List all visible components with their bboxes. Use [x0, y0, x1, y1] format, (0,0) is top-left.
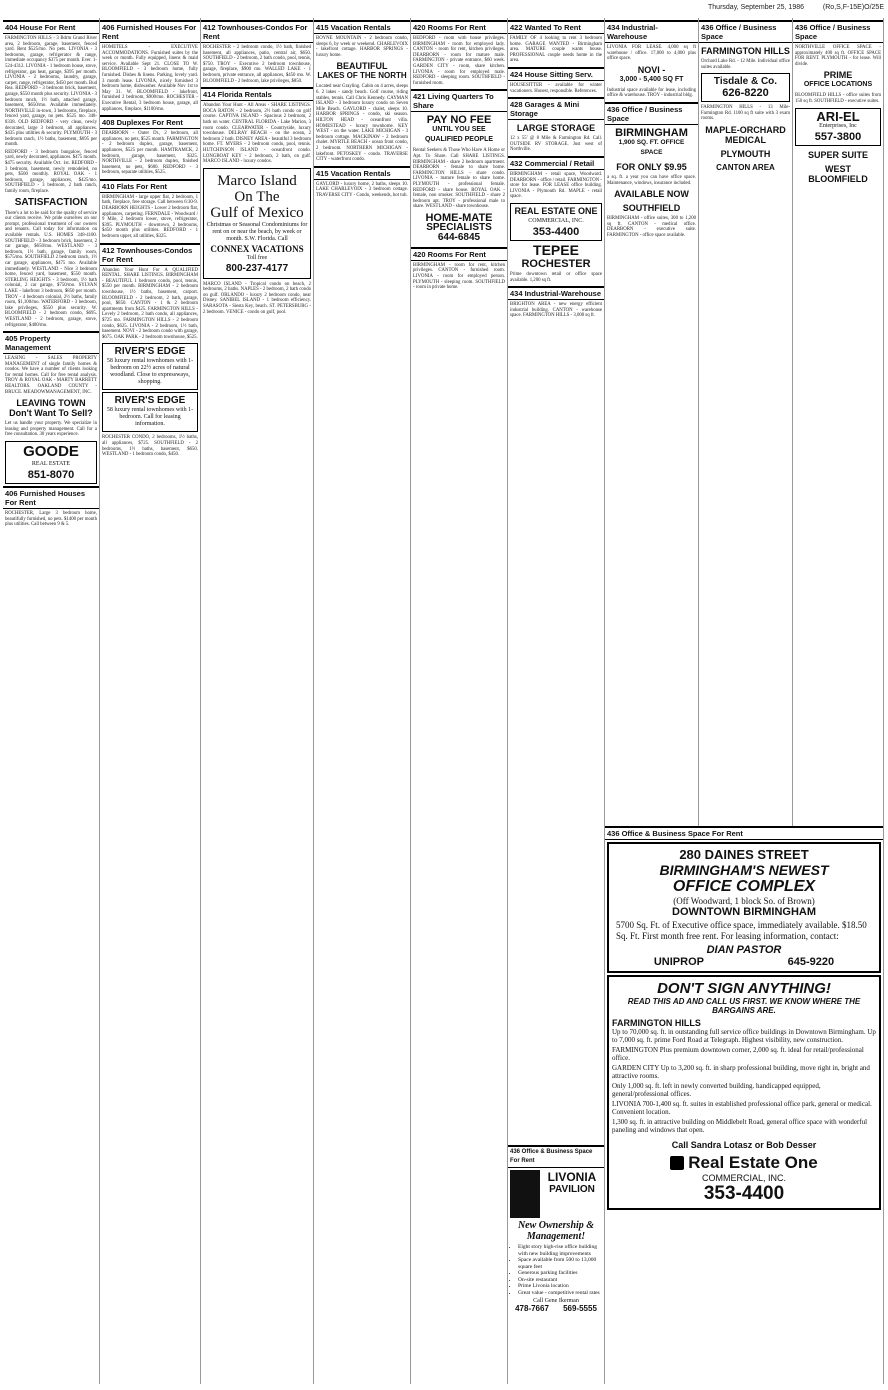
livonia-phone-1: 478-7667: [515, 1304, 549, 1313]
livonia-title-2: PAVILION: [549, 1184, 595, 1195]
prime-title-1: PRIME: [823, 70, 853, 81]
ariel-phone: 557-3800: [814, 130, 862, 143]
rea-title-2: COMMERCIAL, INC.: [528, 217, 584, 224]
column-2: [100, 18, 201, 1384]
section-heading: 412 Townhouses-Condos For Rent: [201, 20, 313, 43]
section-heading: 410 Flats For Rent: [100, 179, 200, 193]
ariel-ad: [795, 108, 881, 146]
dont-sign-call: Call Sandra Lotasz or Bob Desser: [671, 1140, 817, 1150]
dont-sign-garden: GARDEN CITY Up to 3,200 sq. ft. in sharp professional building, move right in, bright and attractive rooms.: [612, 1064, 870, 1080]
ad-listing: Let us handle your property. We specialize in leasing and property management. Call for a free consultation. 30 years experience.: [5, 421, 97, 438]
daines-title: 280 DAINES STREET: [679, 847, 809, 862]
section-heading: 415 Vacation Rentals: [314, 166, 410, 180]
marco-title-1: Marco Island: [217, 172, 297, 189]
farmington-heading: FARMINGTON HILLS: [701, 46, 790, 56]
leaving-town-heading: LEAVING TOWN Don't Want To Sell?: [9, 398, 93, 419]
daines-ad-box: [607, 842, 881, 973]
rea-logo-sub: COMMERCIAL, INC.: [701, 1173, 786, 1183]
dont-sign-livonia: LIVONIA 700-1,400 sq. ft. suites in established professional office park, general or medical. Convenient location.: [612, 1100, 872, 1116]
marco-phone: 800-237-4177: [225, 262, 289, 274]
rea-logo-phone: 353-4400: [703, 1183, 785, 1204]
livonia-phone-2: 569-5555: [563, 1304, 597, 1313]
section-heading: 406 Furnished Houses For Rent: [3, 486, 99, 509]
goode-sub: REAL ESTATE: [31, 461, 71, 468]
ad-listing: MARCO ISLAND - Tropical condo on beach, 2 bedrooms, 2 baths. NAPLES - 2 bedroom, 2 bath condo on gulf. ORLANDO - luxury 2 bedroom condo, near Disney. SANIBEL ISLAND - 1 bedroom efficiency. SARASOTA - Siesta Key, beach. ST. PETERSBURG - 2 bedroom. VENICE - condo on gulf, pool.: [203, 281, 311, 315]
rivers-edge-ad-2: RIVER'S EDGE 58 luxury rental townhomes with 1-bedroom. Call for leasing information.: [102, 392, 198, 432]
bir-title-2: 1,900 SQ. FT. OFFICE SPACE: [618, 138, 685, 156]
marco-title-2: On The: [234, 188, 280, 205]
home-title-2: SPECIALISTS: [426, 221, 492, 233]
section-heading: 436 Office / Business Space: [793, 20, 883, 43]
ad-listing: BIRMINGHAM - large upper flat, 2 bedroom, 1 bath, fireplace, free storage. Call between 6:30-9. DEARBORN HEIGHTS - Lower 2 bedroom flat, appliances, carpeting. FERNDALE - Woodward / 9 Mile, 2 bedroom lower, stove, refrigerator, $395. PLYMOUTH - downtown, 2 bedrooms, $450 month plus utilities. REDFORD - 1 bedroom upper, all utilities, $325.: [102, 194, 198, 240]
section-heading: 420 Rooms For Rent: [411, 20, 507, 34]
birmingham-ad: [605, 126, 698, 160]
southfield-heading: SOUTHFIELD: [622, 203, 681, 214]
tisdale-ad: [701, 73, 790, 102]
section-heading: 424 House Sitting Serv.: [508, 67, 604, 81]
large-storage-heading: LARGE STORAGE: [516, 123, 596, 134]
goode-phone: 851-8070: [27, 469, 75, 482]
ad-listing: There's a lot to be said for the quality of service our clients receive. We pride ourselves on our prompt, professional treatment of our owners and tenants. Call today for information on available rentals. U.S. HOMES 348-4100. SOUTHFIELD - 3 bedroom brick, basement, 2 car garage, $650/mo. WESTLAND - 3 bedroom, 1½ bath, garage, family room, $575/mo. SOUTHFIELD 2 bedroom ranch, 1½ car garage, appliances, $475 mo. Available immediately. WESTLAND - Nice 3 bedroom home, fenced yard, basement, $550 month. STERLING HEIGHTS - 3 bedroom, 1½ bath colonial, 2 car garage, $750/mo. SYLVAN LAKE - lakefront 3 bedroom, $850 per month. TROY - 4 bedroom colonial, 2½ baths, family room, $1,100/mo. WATERFORD - 3 bedroom, lake privileges, $550 plus security. W. BLOOMFIELD - 2 bedroom condo, $695. WESTLAND - 2 bedroom, garage, stove, refrigerator, $400/mo.: [5, 210, 97, 328]
maple-title-1: MAPLE-ORCHARD: [705, 124, 786, 135]
daines-body: 5700 Sq. Ft. of Executive office space, immediately available. $18.50 Sq. Ft. First month free rent. For leasing information, contact:: [616, 920, 867, 941]
livonia-bullet: • Eight story high-rise office building with new building improvements: [518, 1244, 604, 1257]
daines-phone: 645-9220: [787, 956, 835, 968]
section-heading: 412 Townhouses-Condos For Rent: [100, 243, 200, 266]
marco-title-3: Gulf of Mexico: [210, 204, 304, 221]
goode-ad: [5, 441, 97, 484]
ad-listing: 12 x 55' @ 8 Mile & Farmington Rd. Call. OUTSIDE RV STORAGE. Just west of Northville.: [510, 136, 602, 153]
birmingham-office-ad: [605, 826, 883, 1386]
dont-sign-ad: [607, 975, 881, 1210]
rivers-edge-ad: RIVER'S EDGE 58 luxury rental townhomes with 1-bedroom on 22½ acres of natural woodland. Close to expressways, shopping.: [102, 343, 198, 390]
bir-title-1: BIRMINGHAM: [615, 126, 688, 139]
home-mate-ad: [411, 211, 507, 245]
avail-heading: AVAILABLE NOW: [614, 189, 689, 200]
rea-logo: [612, 1153, 876, 1173]
daines-sub1: BIRMINGHAM'S NEWEST: [659, 862, 829, 878]
ad-listing: Abandon Your Hunt - All Areas - SHARE LISTINGS. BOCA RATON - 2 bedroom, 2½ bath condo on golf course. CAPTIVA ISLAND - Spacious 2 bedroom, 2 bath on water. CENTRAL FLORIDA - Lake Marion, 3 room condo. CLEARWATER - Countryside, luxury townhouse. DELRAY BEACH - on the ocean, 2 bedroom 2 bath. DISNEY AREA - beautiful 3 bedroom home. FT. MYERS - 2 bedroom condo, pool, tennis. HUTCHINSON ISLAND - oceanfront condo. LONGBOAT KEY - 2 bedroom, 2 bath, on gulf. MARCO ISLAND - luxury condos.: [203, 103, 311, 165]
ad-listing: BOYNE MOUNTAIN - 2 bedroom condo, sleeps 6, by week or weekend. CHARLEVOIX - lakefront cottage. HARBOR SPRINGS - luxury home.: [316, 36, 408, 58]
only-ad: FOR ONLY $9.95: [616, 161, 687, 172]
column-4: [314, 18, 411, 1384]
livonia-bullets: [518, 1244, 604, 1296]
ad-listing: Orchard Lake Rd. - 12 Mile. Individual office suites available.: [701, 59, 790, 70]
rea-logo-text: Real Estate One: [688, 1153, 818, 1172]
livonia-call: Call Gene Ikerman: [533, 1298, 579, 1304]
section-heading: 436 Office / Business Space: [699, 20, 792, 43]
ad-listing: HOMETELS - EXECUTIVE ACCOMMODATIONS. Furnished suites by the week or month. Fully equipped, linens & maid service. Available Sept 21. CLOSE TO W. BLOOMFIELD - 3 bedroom home, fully furnished. Dishes & linens. Parking, lovely yard. 3 month lease. LIVONIA, nicely furnished 3 bedroom home, dishwasher. Available Nov 1st to May 31. W. BLOOMFIELD - lakefront, furnished 2 bedroom, $900/mo. ROCHESTER - Executive Rental, 3 bedroom house, garage, all appliances, fireplace, $1100/mo.: [102, 45, 198, 112]
ad-listing: BEDFORD - room with house privileges. BIRMINGHAM - room for employed lady. CANTON - room for rent, kitchen privileges. DEARBORN - room for mature male. FARMINGTON - private entrance, $60 week. GARDEN CITY - room, share kitchen. LIVONIA - room for employed male. REDFORD - sleeping room. SOUTHFIELD - furnished room.: [413, 36, 505, 86]
ad-listing: a sq. ft. a year you can have office space. Maintenance, windows, insurance included.: [607, 174, 696, 186]
ad-listing: LIVONIA FOR LEASE. 4,000 sq ft warehouse / office. 17,000 to 4,000 plus office space.: [607, 45, 696, 62]
prime-title-2: OFFICE LOCATIONS: [803, 81, 873, 89]
section-heading: 421 Living Quarters To Share: [411, 89, 507, 112]
dont-sign-sub: READ THIS AD AND CALL US FIRST. WE KNOW WHERE THE BARGAINS ARE.: [627, 997, 861, 1015]
home-phone: 644-6845: [437, 231, 481, 243]
livonia-bullet: • On-site restaurant: [518, 1277, 604, 1284]
page-header: [4, 4, 884, 16]
lakes-title-1: BEAUTIFUL: [336, 61, 388, 72]
building-photo-icon: [510, 1170, 540, 1218]
tepee-heading: TEPEE: [533, 241, 579, 258]
section-heading: 432 Commercial / Retail: [508, 156, 604, 170]
novi-ad: [605, 63, 698, 87]
livonia-new: New Ownership & Management!: [517, 1220, 595, 1242]
column-3: [201, 18, 314, 1384]
canton-heading: CANTON AREA: [716, 162, 775, 172]
livonia-banner: 436 Office & Business Space For Rent: [508, 1147, 604, 1168]
rea-title-1: REAL ESTATE ONE: [514, 205, 598, 216]
ad-listing: REDFORD - 3 bedroom bungalow, fenced yard, newly decorated, appliances. $475 month. $475 security. Available Oct. 1st. REDFORD - 3 bedroom, basement, newly remodeled, no pets, $500 monthly. ROYAL OAK - 1 bedroom, garage, appliances, $425/mo. SOUTHFIELD - 3 bedroom, 2 bath ranch, family room, fireplace.: [5, 149, 97, 195]
ad-listing: BLOOMFIELD HILLS - office suites from 150 sq ft. SOUTHFIELD - executive suites.: [795, 93, 881, 104]
ad-listing: Rental Seekers & Those Who Have A Home or Apt. To Share. Call SHARE LISTINGS. BIRMINGHAM - share 2 bedroom apartment. DEARBORN - female to share home. FARMINGTON HILLS - share condo. LIVONIA - mature female to share home. PLYMOUTH - professional female. REDFORD - share house. ROYAL OAK - female, non smoker. SOUTHFIELD - share 2 bedroom apt. TROY - professional male to share. WESTLAND - share townhouse.: [413, 148, 505, 210]
ariel-title-2: Enterprises, Inc: [819, 122, 857, 129]
dont-sign-only: Only 1,000 sq. ft. left in newly converted building. handicapped equipped, general/professional offices.: [612, 1082, 821, 1098]
dont-sign-title: DON'T SIGN ANYTHING!: [657, 980, 831, 997]
ad-listing: FAMILY OF 4 looking to rent 3 bedroom home. GARAGE WANTED - Birmingham area. MATURE couple wants house. PROFESSIONAL couple needs home in the area.: [510, 36, 602, 64]
marco-name: CONNEX VACATIONS: [210, 243, 304, 254]
ariel-title-1: ARI-EL: [816, 108, 860, 124]
section-heading: 405 Property Management: [3, 331, 99, 354]
ad-listing: BIRMINGHAM - office suites, 300 to 1,200 sq ft. CANTON - medical office. DEARBORN - executive suite. FARMINGTON - office space available.: [607, 216, 696, 238]
satisfaction-heading: SATISFACTION: [14, 196, 88, 208]
livonia-bullet: • Prime Livonia location: [518, 1283, 604, 1290]
column-1: [3, 18, 100, 1384]
daines-company: UNIPROP: [653, 956, 704, 968]
dont-sign-farm: FARMINGTON HILLS: [612, 1018, 701, 1028]
rea-logo-icon: [670, 1156, 684, 1170]
plymouth-heading: PLYMOUTH: [720, 148, 771, 159]
prime-ad: [793, 68, 883, 92]
ad-listing: LEASING - SALES PROPERTY MANAGEMENT of single family homes & condos. We have a number of clients looking for rental homes. Call for free rental analysis. TROY & ROYAL OAK - MARTY BARRETT REALTORS. OAKLAND COUNTY - BRUCE. MEADOWMANAGEMENT, INC.: [5, 356, 97, 395]
novi-title-2: 3,000 - 5,400 SQ FT: [619, 75, 684, 83]
livonia-bullet: • Generous parking facilities: [518, 1270, 604, 1277]
daines-sub2: OFFICE COMPLEX: [672, 878, 816, 895]
ad-listing: HOUSESITTER - available for winter vacationers. Honest, responsible. References.: [510, 82, 602, 94]
dont-sign-cross: FARMINGTON Plus premium downtown corner, 2,000 sq. ft. ideal for retail/professional office.: [612, 1046, 864, 1062]
tisdale-name: Tisdale & Co.: [713, 76, 778, 88]
real-estate-one-ad: [510, 203, 602, 241]
ad-listing: NORTHVILLE OFFICE SPACE - approximately 400 sq ft. OFFICE SPACE FOR RENT. PLYMOUTH - for lease. Will divide.: [795, 45, 881, 67]
daines-location: (Off Woodward, 1 block So. of Brown): [673, 896, 815, 906]
daines-contact: DIAN PASTOR: [706, 944, 782, 956]
pay-title-1: PAY NO FEE: [426, 114, 492, 127]
ad-listing: DEARBORN - Outer Dr., 2 bedroom, all appliances, no pets, $525 month. FARMINGTON - 2 bedroom duplex, garage, basement, appliances, $525 per month. HAMTRAMCK, 2 bedroom, garage, basement, $325. NORTHVILLE - 2 bedroom duplex, finished basement, no pets, $600. REDFORD - 3 bedroom, separate utilities, $525.: [102, 131, 198, 176]
ad-listing: Industrial space available for lease, including office & warehouse. TROY - industrial bldg.: [607, 87, 696, 99]
rochester-heading: ROCHESTER: [521, 257, 591, 270]
home-title-1: HOME-MATE: [425, 211, 493, 224]
dont-sign-livonia2: 1,300 sq. ft. in attractive building on Middlebelt Road, general office space with wonderful paneling and windows that open.: [612, 1118, 868, 1134]
rea-phone: 353-4400: [532, 225, 580, 238]
ad-listing: ROCHESTER - 2 bedroom condo, 1½ bath, finished basement, all appliances, patio, central air, $650. SOUTHFIELD - 2 bedroom, 2 bath condo, pool, tennis, $750. TROY - Executive 2 bedroom townhouse, garage, fireplace, $900 mo. WALLED LAKE - 1 bedroom, private entrance, all appliances, $450 mo. W. BLOOMFIELD - 2 bedroom, lake privileges, $850.: [203, 45, 311, 84]
section-heading: 408 Duplexes For Rent: [100, 115, 200, 129]
section-heading: 406 Furnished Houses For Rent: [100, 20, 200, 43]
maple-ad: [699, 123, 792, 147]
dont-sign-farm-text: Up to 70,000 sq. ft. in outstanding full service office buildings in Downtown Birmingham. Up to 7,000 sq. ft. prime Ford Road at Telegraph. Highest visibility, new construction.: [612, 1028, 876, 1044]
lakes-heading: [314, 59, 410, 83]
column-5: [411, 18, 508, 1384]
section-heading: 434 Industrial-Warehouse: [508, 286, 604, 300]
marco-island-ad: [203, 168, 311, 279]
ad-listing: BIRMINGHAM - room for rent, kitchen privileges. CANTON - furnished room. LIVONIA - room for employed person. PLYMOUTH - sleeping room. SOUTHFIELD - room in private home.: [413, 262, 505, 291]
ad-listing: ROCHESTER CONDO, 2 bedrooms, 1½ baths, all appliances, $725. SOUTHFIELD - 2 bedrooms, 1½ baths, basement, $650. WESTLAND - 1 bedroom condo, $450.: [102, 435, 198, 458]
pay-title-2: UNTIL YOU SEE QUALIFIED PEOPLE: [424, 126, 494, 144]
page-date: Thursday, September 25, 1986: [708, 4, 804, 11]
ad-listing: Abandon Your Hunt For A QUALIFIED RENTAL. SHARE LISTINGS. BIRMINGHAM - BEAUTIFUL 1 bedroom condo, pool, tennis, $550 per month. BIRMINGHAM - 2 bedroom townhouse, 1½ baths, basement, carport. BLOOMFIELD - 2 bedroom, 2 bath, garage, pool, $850. CANTON - 1 & 2 bedroom apartments from $425. FARMINGTON HILLS - Lovely 2 bedroom, 2 bath condo, all appliances, $725 mo. FARMINGTON HILLS - 2 bedroom condo, $625. LIVONIA - 2 bedroom, 1½ bath, basement. NOVI - 2 bedroom condo with garage, $675. OAK PARK - 2 bedroom townhouse, $525.: [102, 267, 198, 340]
rivers-edge-title-2: RIVER'S EDGE: [114, 395, 186, 407]
ad-listing: ROCHESTER, Large 3 bedroom home, beautifully furnished, no pets. $1400 per month plus utilities. Call between 9 & 5.: [5, 511, 97, 528]
goode-name: GOODE: [23, 443, 79, 461]
livonia-top: [510, 1170, 602, 1218]
pay-no-fee-ad: [411, 113, 507, 147]
ad-banner: 436 Office & Business Space For Rent: [605, 828, 883, 840]
novi-title-1: NOVI -: [637, 64, 666, 75]
tisdale-phone: 626-8220: [722, 87, 769, 100]
ad-listing: GAYLORD - luxury home, 2 baths, sleeps 10. LAKE CHARLEVOIX - 3 bedroom cottage. TRAVERSE CITY - Condo, weekends, hot tub.: [316, 181, 408, 198]
daines-area: DOWNTOWN BIRMINGHAM: [672, 906, 816, 918]
classified-columns: [3, 18, 883, 1384]
section-heading: 414 Florida Rentals: [201, 87, 313, 101]
super-suite-heading: SUPER SUITE: [807, 149, 868, 160]
ad-listing: Located near Grayling. Cabin on 4 acres, sleeps 6. 2 lakes - sandy beach. Golf course, riding stables, tennis. Call Chris Kennedy. CAYMAN ISLAND - 3 bedroom luxury condo on Seven Mile Beach. GAYLORD - chalet, sleeps 10. HARBOR SPRINGS - condo, ski season. HILTON HEAD - oceanfront villa. HOMESTEAD - luxury townhome. KEY WEST - on the water. LAKE MICHIGAN - 3 bedroom cottage. MACKINAW - 2 bedroom chalet. MYRTLE BEACH - ocean front condo, 2 bedroom. NORTHERN MICHIGAN - lakefront. PETOSKEY - condo. TRAVERSE CITY - waterfront condo.: [316, 84, 408, 163]
livonia-bullet: • Great value - competitive rental rates: [518, 1290, 604, 1297]
section-heading: 415 Vacation Rentals: [314, 20, 410, 34]
section-heading: 422 Wanted To Rent: [508, 20, 604, 34]
section-heading: 404 House For Rent: [3, 20, 99, 34]
rivers-edge-title: RIVER'S EDGE: [114, 346, 186, 358]
west-bloomfield-heading: WEST BLOOMFIELD: [808, 163, 868, 184]
livonia-title-1: LIVONIA: [547, 1170, 597, 1184]
ad-listing: FARMINGTON HILLS - 3 Bdrm Grand River area, 2 bedroom, garage, basement, fenced yard. Rent $525/mo. No pets. LIVONIA - 3 bedrooms, garage, refrigerator & range, immediate occupancy $375 per month. Ever. 1-524-4312. LIVONIA - 1 bedroom house, stove, refrigerator, gas heat, garage, $395 per month. LIVONIA - 2 bedrooms, laundry, garage, carpet, range, refrigerator, $450 per month. Bud Rea. REDFORD - 3 bedroom brick, basement, garage, $550 month plus security. LIVONIA - 3 bedroom ranch, 1½ bath, attached garage, basement, $650/mo. Available immediately. NORTHVILLE in-town, 3 bedrooms, fireplace, fenced yard, garage, no pets. $525 mo. 348-8338. OLD REDFORD - very clean, newly decorated, large 3 bedroom, all appliances. $435 plus utilities & security. PLYMOUTH - 3 bedroom ranch, 1½ baths, basement, $695 per month.: [5, 36, 98, 148]
section-heading: 428 Garages & Mini Storage: [508, 97, 604, 120]
ad-listing: Prime downtown retail or office space available. 1,200 sq ft.: [510, 271, 602, 283]
marco-toll: Toll free: [246, 254, 268, 261]
ad-listing: FARMINGTON HILLS - 13 Mile-Farmington Rd. 1100 sq ft suite with 3 exam rooms.: [701, 105, 790, 122]
section-heading: 420 Rooms For Rent: [411, 247, 507, 261]
ad-listing: BIRMINGHAM - retail space, Woodward. DEARBORN - office / retail. FARMINGTON - store for lease. FOR LEASE office building. LIVONIA - Plymouth Rd. MAPLE - retail space.: [510, 171, 602, 200]
ad-listing: BRIGHTON AREA - new energy efficient industrial building. CANTON - warehouse space. FARMINGTON HILLS - 3,000 sq ft.: [510, 302, 602, 319]
page-code: (Ro,S,F-15E)O/25E: [822, 4, 884, 11]
section-heading: 434 Industrial-Warehouse: [605, 20, 698, 43]
section-heading: 436 Office / Business Space: [605, 102, 698, 125]
livonia-bullet: • Space available from 500 to 13,000 square feet: [518, 1257, 604, 1270]
maple-title-2: MEDICAL: [725, 134, 766, 145]
lakes-title-2: LAKES OF THE NORTH: [317, 71, 407, 81]
livonia-pavilion-ad: [508, 1145, 604, 1386]
marco-sub: Christmas or Seasonal Condominiums for rent on or near the beach, by week or month. S.W. Florida. Call: [206, 221, 308, 242]
